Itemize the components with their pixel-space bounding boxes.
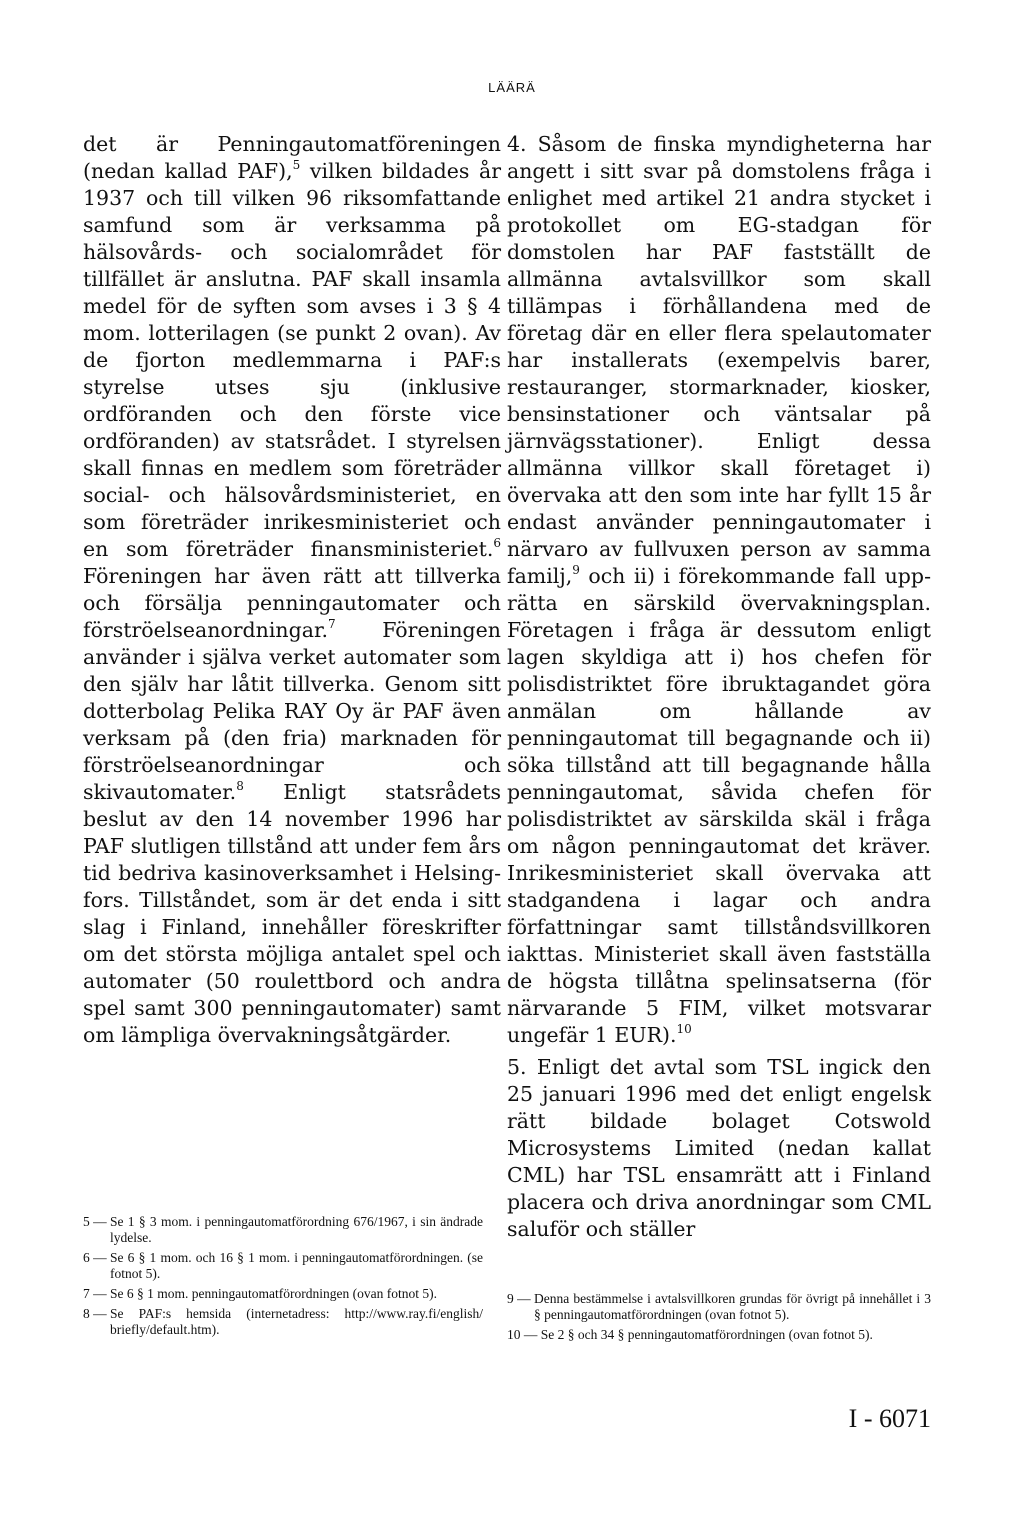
footnote-number: 10 — <box>507 1327 541 1342</box>
text-segment: 4. Såsom de finska myndigheterna har angett i sitt svar på domstolens fråga i enlighet med artikel 21 andra stycket i protokollet om EG-stadgan för domstolen har PAF fastställt de allmänna avtalsvillkor som skall tillämpas i förhållandena med de företag där en eller flera spelautomater har installerats (exempelvis barer, restauranger, stormarknader, kiosker, bensinstationer och väntsalar på järnvägsstationer). Enligt dessa allmänna villkor skall företaget i) övervaka att den som inte har fyllt 15 år endast använder penningautomater i närvaro av fullvuxen person av samma familj, <box>507 132 931 588</box>
footnote-ref-7[interactable]: 7 <box>328 617 336 631</box>
footnote-9 <box>507 1291 931 1323</box>
paragraph-5: 5. Enligt det avtal som TSL ingick den 25 januari 1996 med det enligt engelsk rätt bildade bolaget Cotswold Microsystems Limited (nedan kallat CML) har TSL ensamrätt att i Finland placera och driva anordningar som CML saluför och ställer <box>507 1055 931 1241</box>
text-segment: och ii) i förekommande fall upprätta en särskild övervakningsplan. Företagen i fråga är dessutom enligt lagen skyldiga att i) hos chefen för polisdistriktet före ibruktagandet göra anmälan om hållande av penningautomat till begagnande och ii) söka tillstånd att till begagnande hålla penningautomat, såvida chefen för polisdistriktet av särskilda skäl i fråga om någon penningautomat det kräver. Inrikesministeriet skall övervaka att stadgandena i lagar och andra författningar samt tillståndsvillkoren iakttas. Ministeriet skall även fastställa de högsta tillåtna spelinsatserna (för närvarande 5 FIM, vilket motsvarar ungefär 1 EUR). <box>507 564 931 1047</box>
text-segment: Föreningen har även rätt att tillverka och försälja penningautomater och förströelseanordningar. <box>83 564 501 642</box>
footnote-7 <box>83 1286 483 1302</box>
footnote-8 <box>83 1306 483 1338</box>
text-segment: det är Penningautomatföreningen (nedan kallad PAF), <box>83 132 501 183</box>
footnote-ref-6[interactable]: 6 <box>493 536 501 550</box>
footnote-ref-8[interactable]: 8 <box>236 779 244 793</box>
footnote-text: Se 6 § 1 mom. penningautomatförordningen (ovan fotnot 5). <box>110 1286 437 1301</box>
footnote-text: Se 6 § 1 mom. och 16 § 1 mom. i penningautomatförordningen. (se fotnot 5). <box>110 1250 483 1281</box>
right-column-lower <box>507 1054 931 1243</box>
footnote-number: 8 — <box>83 1306 110 1321</box>
paragraph-paf <box>83 131 501 1049</box>
footnotes-left <box>83 1214 483 1342</box>
footnote-number: 9 — <box>507 1291 534 1306</box>
text-segment: Föreningen använder i själva verket automater som den själv har låtit tillverka. Genom sitt dotterbolag Pelika RAY Oy är PAF även verksam på (den fria) marknaden för förströelseanordningar och skivautomater. <box>83 618 501 804</box>
footnote-number: 5 — <box>83 1214 110 1229</box>
right-column <box>507 131 931 1049</box>
footnotes-right <box>507 1291 931 1347</box>
footnote-ref-10[interactable]: 10 <box>676 1022 692 1036</box>
footnote-text: Se PAF:s hemsida (internetadress: http://www.ray.fi/english/ briefly/default.htm). <box>110 1306 483 1337</box>
running-head: LÄÄRÄ <box>488 80 536 95</box>
footnote-ref-9[interactable]: 9 <box>572 563 580 577</box>
footnote-number: 6 — <box>83 1250 110 1265</box>
footnote-text: Se 2 § och 34 § penningautomatförordningen (ovan fotnot 5). <box>540 1327 873 1342</box>
footnote-text: Denna bestämmelse i avtalsvillkoren grundas för övrigt på innehållet i 3 § penningautomatförordningen (ovan fotnot 5). <box>534 1291 931 1322</box>
text-segment: vilken bildades år 1937 och till vilken 96 riksomfattande samfund som är verksamma på hälsovårds- och socialområdet för tillfället är anslutna. PAF skall insamla medel för de syften som avses i 3 § 4 mom. lotterilagen (se punkt 2 ovan). Av de fjorton medlemmarna i PAF:s styrelse utses sju (inklusive ordföranden och den förste vice ordföranden) av statsrådet. I styrelsen skall finnas en medlem som företräder social- och hälsovårdsministeriet, en som företräder inrikesministeriet och en som företräder finansministeriet. <box>83 159 501 561</box>
paragraph-4 <box>507 131 931 1049</box>
page-number: I - 6071 <box>848 1404 931 1433</box>
footnote-text: Se 1 § 3 mom. i penningautomatförordning 676/1967, i sin ändrade lydelse. <box>110 1214 483 1245</box>
footnote-ref-5[interactable]: 5 <box>292 158 301 172</box>
text-segment: Enligt statsrådets beslut av den 14 november 1996 har PAF slutligen tillstånd att under fem års tid bedriva kasinoverksamhet i Helsingfors. Tillståndet, som är det enda i sitt slag i Finland, innehåller föreskrifter om det största möjliga antalet spel och automater (50 roulettbord och andra spel samt 300 penningautomater) samt om lämpliga övervakningsåtgärder. <box>83 780 501 1047</box>
left-column <box>83 131 501 1049</box>
footnote-number: 7 — <box>83 1286 110 1301</box>
footnote-5 <box>83 1214 483 1246</box>
footnote-10 <box>507 1327 931 1343</box>
footnote-6 <box>83 1250 483 1282</box>
